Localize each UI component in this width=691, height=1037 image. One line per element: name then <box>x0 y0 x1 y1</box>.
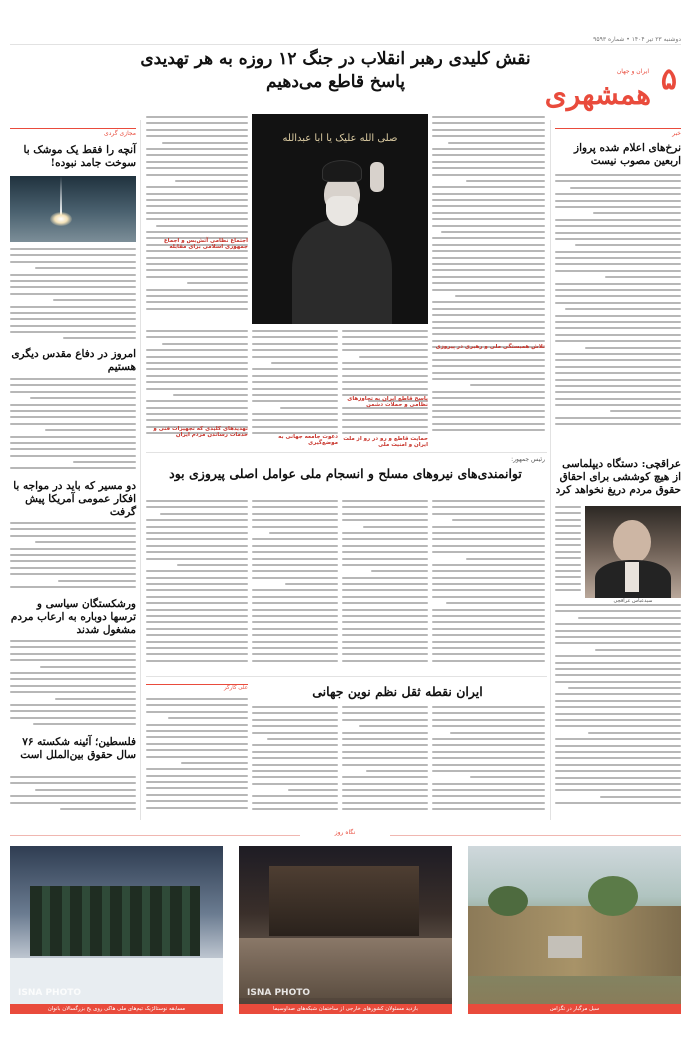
left-sidebar-headline-4: ورشکستگان سیاسی و ترسها دوباره به ارعاب مردم مشغول شدند <box>10 598 136 636</box>
lower-story-byline-box <box>146 684 248 694</box>
left-sidebar <box>10 128 136 818</box>
photo-strip-label: نگاه روز <box>300 829 390 841</box>
right-column-divider <box>550 120 551 820</box>
center-left-subhead-2: تهدیدهای کلیدی که تجهیزات فنی و خدمات رساندن مردم ایران <box>153 426 248 438</box>
page-number: ۵ <box>660 62 677 97</box>
center-subhead-1: تلاش همبستگی ملی و رهبری در پیروزی <box>435 344 545 350</box>
missile-photo <box>10 176 136 242</box>
lower-story-col-3 <box>252 706 338 818</box>
center-column-1-text <box>432 116 545 446</box>
left-sidebar-headline-3: دو مسیر که باید در مواجه با افکار عمومی آمریکا پیش گرفت <box>13 480 136 518</box>
hockey-caption: مسابقه نوستالژیک تیم‌های ملی هاکی روی یخ بزرگسالان بانوان <box>10 1004 223 1014</box>
middle-story-rule <box>146 452 547 453</box>
left-sidebar-text-4 <box>10 640 136 730</box>
left-column-divider <box>140 120 141 820</box>
left-sidebar-headline-2: امروز در دفاع مقدس دیگری هستیم <box>11 348 136 373</box>
calligraphy-banner: صلی الله علیک یا ابا عبدالله <box>282 133 398 144</box>
left-sidebar-tag: مجازی گردی <box>10 128 136 138</box>
middle-story-kicker: رئیس جمهور: <box>511 456 545 463</box>
lower-story-col-2 <box>342 706 428 818</box>
building-watermark: ISNA PHOTO <box>247 988 311 998</box>
center-column-left-top-text <box>146 116 248 324</box>
hockey-watermark: ISNA PHOTO <box>18 988 82 998</box>
left-sidebar-text-3 <box>10 522 136 594</box>
masthead-section: ایران و جهان <box>616 68 649 75</box>
middle-story-col-2 <box>342 500 428 670</box>
lower-story-col-4 <box>146 698 248 818</box>
left-sidebar-text-5 <box>10 776 136 818</box>
right-sidebar-headline-1: نرخ‌های اعلام شده پرواز اربعین مصوب نیست <box>574 142 681 167</box>
right-sidebar-text-2a <box>555 506 581 598</box>
masthead-logo: همشهری <box>544 78 651 111</box>
lower-story-byline: علی کارگر <box>223 685 248 691</box>
right-sidebar-headline-2: عراقچی: دستگاه دیپلماسی از هیچ کوششی برای احقاق حقوق مردم دریغ نخواهد کرد <box>555 458 681 496</box>
center-subhead-4: حمایت قاطع و رو در رو از ملت ایران و امنیت ملی <box>343 436 428 448</box>
right-sidebar-text-1 <box>555 174 681 436</box>
middle-story-col-4 <box>146 500 248 670</box>
left-sidebar-headline-1: آنچه را فقط یک موشک با سوخت جامد نبوده! <box>23 144 136 169</box>
top-rule <box>10 44 681 45</box>
araghchi-photo <box>585 506 681 598</box>
hockey-photo <box>10 846 223 1014</box>
left-sidebar-text-2 <box>10 378 136 476</box>
center-subhead-2: پاسخ قاطع ایران به تجاوزهای نظامی و حملات دشمن <box>347 396 428 408</box>
right-sidebar-text-2b <box>555 604 681 814</box>
middle-story-col-1 <box>432 500 545 670</box>
lower-story-headline: ایران نقطه ثقل نظم نوین جهانی <box>312 684 483 699</box>
center-column-3-text <box>252 330 338 446</box>
flood-photo <box>468 846 681 1014</box>
left-sidebar-text-1 <box>10 248 136 344</box>
center-left-subhead-1: اجتماع نظامی آتش‌بس و اجماع جمهوری اسلامی برای مقابله <box>163 238 248 250</box>
right-sidebar-tag: خبر <box>555 128 681 138</box>
flood-caption: سیل مرگبار در تگزاس <box>468 1004 681 1014</box>
middle-story-col-3 <box>252 500 338 670</box>
middle-story-headline: توانمندی‌های نیروهای مسلح و انسجام ملی عوامل اصلی پیروزی بود <box>169 466 522 481</box>
building-photo <box>239 846 452 1014</box>
leader-photo <box>252 114 428 324</box>
masthead <box>544 62 681 124</box>
lower-story-col-1 <box>432 706 545 818</box>
masthead-date: دوشنبه ۲۳ تیر ۱۴۰۴ • شماره ۹۵۹۳ <box>593 36 681 43</box>
left-sidebar-headline-5: فلسطین؛ آئینه شکسته ۷۶ سال حقوق بین‌الملل است <box>20 736 136 761</box>
center-column-2-text <box>342 330 428 446</box>
lower-story-rule <box>146 676 547 677</box>
building-caption: بازدید مسئولان کشورهای خارجی از ساختمان شبکه‌های صداوسیما <box>239 1004 452 1014</box>
main-headline: نقش کلیدی رهبر انقلاب در جنگ ۱۲ روزه به هر تهدیدی پاسخ قاطع می‌دهیم <box>140 49 531 92</box>
center-subhead-3: دعوت جامعه جهانی به موضع‌گیری <box>278 434 338 446</box>
right-sidebar-photo-caption: سیدعباس عراقچی <box>613 598 653 604</box>
right-sidebar <box>555 128 681 818</box>
